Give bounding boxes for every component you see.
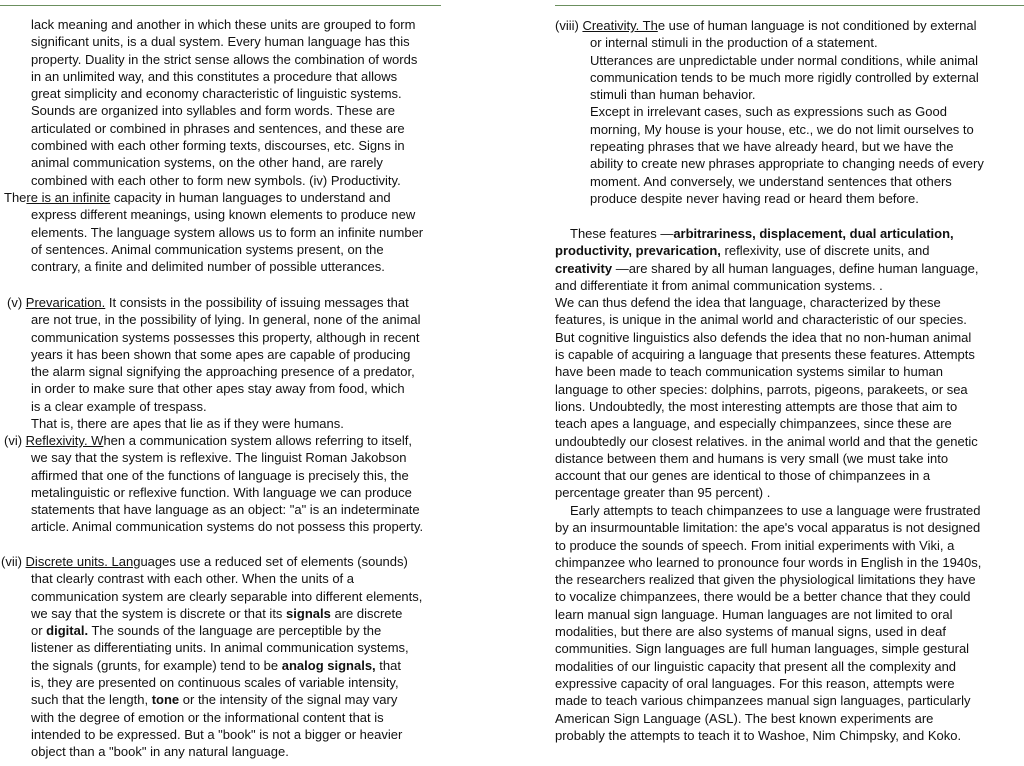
- item-marker: (viii): [555, 18, 583, 33]
- term-reflexivity: Reflexivity. W: [25, 433, 104, 448]
- productivity-paragraph: There is an infinite capacity in human languages to understand and express different meanings, using known elements to produce new elements. The language system allows us to form an infinite number of sentences. Animal communication systems present, on the contrary, a finite and delimited number of possible utterances.: [4, 190, 424, 275]
- top-rule-right: [555, 5, 1024, 6]
- item-marker: (v): [7, 295, 26, 310]
- early-attempts-paragraph: Early attempts to teach chimpanzees to use a language were frustrated by an insurmountable limitation: the ape's vocal apparatus is not designed to produce the sounds of speech. From initial experiments with Viki, a chimpanzee who learned to pronounce four words in English in the 1940s, the researchers realized that given the physiological limitations they have to vocalize chimpanzees, there would be a better chance that they could learn manual sign language. Human languages are not limited to oral modalities, but there are also systems of manual signs, used in deaf communities. Sign languages are full human languages, simple gestural modalities of our linguistic capacity that present all the complexity and expressive capacity of oral languages. For this reason, attempts were made to teach various chimpanzees manual sign languages, particularly American Sign Language (ASL). The best known experiments are probably the attempts to teach it to Washoe, Nim Chimpsky, and Koko.: [555, 503, 982, 743]
- features-paragraph: These features —arbitrariness, displacement, dual articulation, productivity, prevarication, reflexivity, use of discrete units, and creativity —are shared by all human languages, define human language, and differentiate it from animal communication systems. . We can thus defend the idea that language, characterized by these features, is unique in the animal world and characteristic of our species. But cognitive linguistics also defends the idea that no non-human animal is capable of acquiring a language that presents these features. Attempts have been made to teach communication systems similar to human language to other species: dolphins, parrots, pigeons, parakeets, or sea lions. Undoubtedly, the most interesting attempts are those that aim to teach apes a language, and especially chimpanzees, since these are undoubtedly our closest relatives. in the animal world and that the genetic distance between them and humans is very small (we must take into account that our genes are identical to those of chimpanzees in a percentage greater than 95 percent) .: [555, 226, 979, 501]
- top-rule-left: [0, 5, 441, 6]
- term-discrete-units: Discrete units. Lang: [25, 554, 141, 569]
- duality-paragraph: lack meaning and another in which these units are grouped to form significant units, is a dual system. Every human language has this property. Duality in the strict sense allows the combination of words in an unlimited way, and this constitutes a procedure that allows great simplicity and economy characteristic of linguistic systems. Sounds are organized into syllables and form words. These are articulated or combined in phrases and sentences, and these are combined with each other forming texts, discourses, etc. Signs in animal communication systems, on the other hand, are rarely combined with each other to form new symbols. (iv) Productivity.: [31, 17, 418, 188]
- reflexivity-item: (vi) Reflexivity. When a communication system allows referring to itself, we say that the system is reflexive. The linguist Roman Jakobson affirmed that one of the functions of language is precisely this, the metalinguistic or reflexive function. With language we can produce statements that have language as an object: "a" is an indeterminate article. Animal communication systems do not possess this property.: [4, 433, 424, 535]
- prevarication-item: (v) Prevarication. It consists in the possibility of issuing messages that are not true, in the possibility of lying. In general, none of the animal communication systems possesses this property, although in recent years it has been shown that some apes are capable of producing the alarm signal signifying the approaching presence of a predator, in order to make sure that other apes stay away from food, which is a clear example of trespass. That is, there are apes that lie as if they were humans.: [7, 295, 421, 432]
- discrete-units-item: (vii) Discrete units. Languages use a reduced set of elements (sounds) that clearly contrast with each other. When the units of a communication system are clearly separable into different elements, we say that the system is discrete or that its signals are discrete or digital. The sounds of the language are perceptible by the listener as differentiating units. In animal communication systems, the signals (grunts, for example) tend to be analog signals, that is, they are presented on continuous scales of variable intensity, such that the length, tone or the intensity of the signal may vary with the degree of emotion or the informational content that is intended to be expressed. But a "book" is not a bigger or heavier object than a "book" in any natural language.: [1, 554, 423, 760]
- item-marker: (vii): [1, 554, 26, 569]
- item-marker: (vi): [4, 433, 26, 448]
- creativity-item: (viii) Creativity. The use of human language is not conditioned by external or internal stimuli in the production of a statement. Utterances are unpredictable under normal conditions, while animal communication tends to be much more rigidly controlled by external stimuli than human behavior. Except in irrelevant cases, such as expressions such as Good morning, My house is your house, etc., we do not limit ourselves to repeating phrases that we have already heard, but we have the ability to create new phrases appropriate to changing needs of every moment. And conversely, we understand sentences that others produce despite never having read or heard them before.: [555, 18, 984, 206]
- term-creativity: Creativity. Th: [582, 18, 658, 33]
- term-prevarication: Prevarication.: [25, 295, 106, 310]
